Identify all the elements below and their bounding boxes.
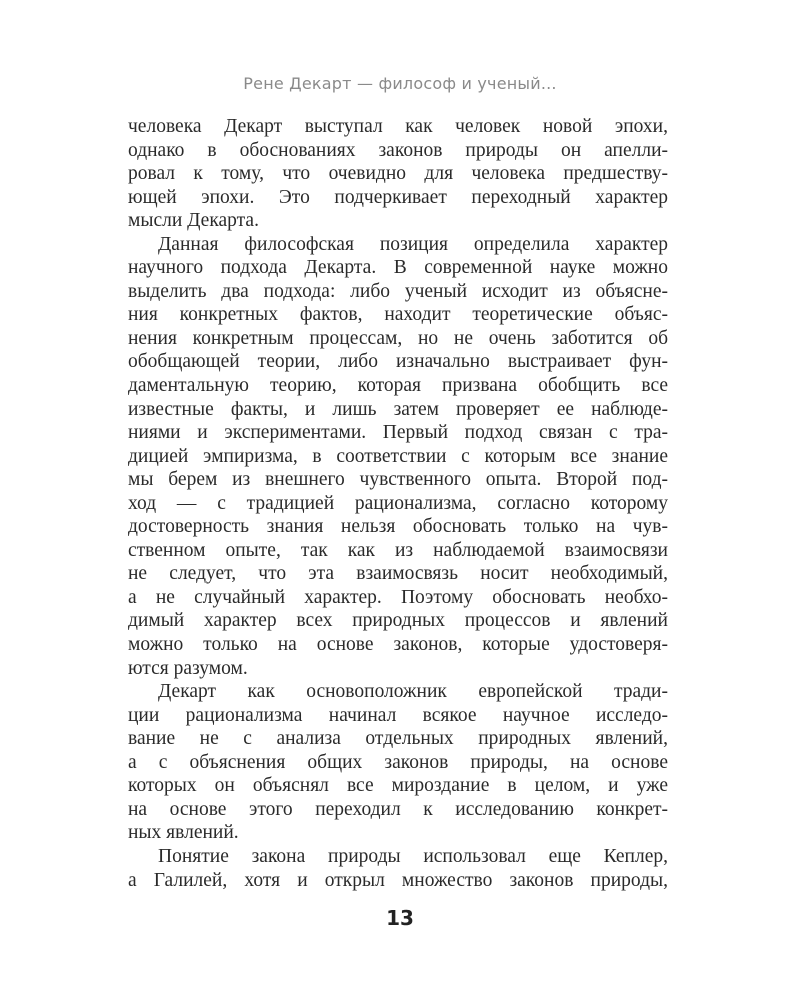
text-line: мысли Декарта. — [128, 210, 259, 232]
text-line: достоверность знания нельзя обосновать только на чув- — [128, 516, 668, 538]
text-line: дицией эмпиризма, в соответствии с которым все знание — [128, 445, 668, 467]
text-line: даментальную теорию, которая призвана обобщить все — [128, 375, 668, 397]
text-line: ственном опыте, так как из наблюдаемой взаимосвязи — [128, 539, 668, 561]
paragraph — [128, 233, 668, 680]
text-line: которых он объяснял все мироздание в целом, и уже — [128, 775, 668, 797]
text-line: а Галилей, хотя и открыл множество законов природы, — [128, 869, 668, 891]
text-line: а с объяснения общих законов природы, на основе — [128, 751, 668, 773]
text-line: а не случайный характер. Поэтому обосновать необхо- — [128, 586, 668, 608]
text-line: Данная философская позиция определила характер — [158, 233, 668, 255]
text-line: ных явлений. — [128, 822, 239, 844]
paragraph — [128, 115, 668, 233]
text-line: димый характер всех природных процессов и явлений — [128, 610, 668, 632]
text-line: выделить два подхода: либо ученый исходит из объясне- — [128, 280, 668, 302]
text-line: нения конкретным процессам, но не очень заботится об — [128, 327, 668, 349]
text-line: вание не с анализа отдельных природных явлений, — [128, 728, 668, 750]
text-line: известные факты, и лишь затем проверяет ее наблюде- — [128, 398, 668, 420]
text-line: мы берем из внешнего чувственного опыта. Второй под- — [128, 469, 668, 491]
page-number: 13 — [386, 906, 414, 930]
paragraph — [128, 680, 668, 845]
text-line: на основе этого переходил к исследованию конкрет- — [128, 798, 668, 820]
text-line: ции рационализма начинал всякое научное исследо- — [128, 704, 668, 726]
text-line: ход — с традицией рационализма, согласно которому — [128, 492, 668, 514]
text-line: ются разумом. — [128, 657, 248, 679]
text-line: человека Декарт выступал как человек новой эпохи, — [128, 116, 668, 137]
text-line: можно только на основе законов, которые удостоверя- — [128, 634, 668, 656]
text-line: не следует, что эта взаимосвязь носит необходимый, — [128, 563, 668, 585]
text-line: ниями и экспериментами. Первый подход связан с тра- — [128, 422, 668, 444]
running-header: Рене Декарт — философ и ученый... — [243, 74, 557, 93]
text-line: научного подхода Декарта. В современной науке можно — [128, 257, 668, 279]
text-line: Декарт как основоположник европейской тради- — [158, 681, 668, 703]
paragraph — [128, 845, 668, 892]
page-body-text — [128, 115, 668, 892]
text-line: ровал к тому, что очевидно для человека предшеству- — [128, 163, 668, 185]
text-line: ния конкретных фактов, находит теоретические объяс- — [128, 304, 668, 326]
text-line: ющей эпохи. Это подчеркивает переходный характер — [128, 186, 668, 208]
text-line: обобщающей теории, либо изначально выстраивает фун- — [128, 351, 668, 373]
text-line: однако в обоснованиях законов природы он апелли- — [128, 139, 668, 161]
text-line: Понятие закона природы использовал еще Кеплер, — [158, 845, 668, 867]
